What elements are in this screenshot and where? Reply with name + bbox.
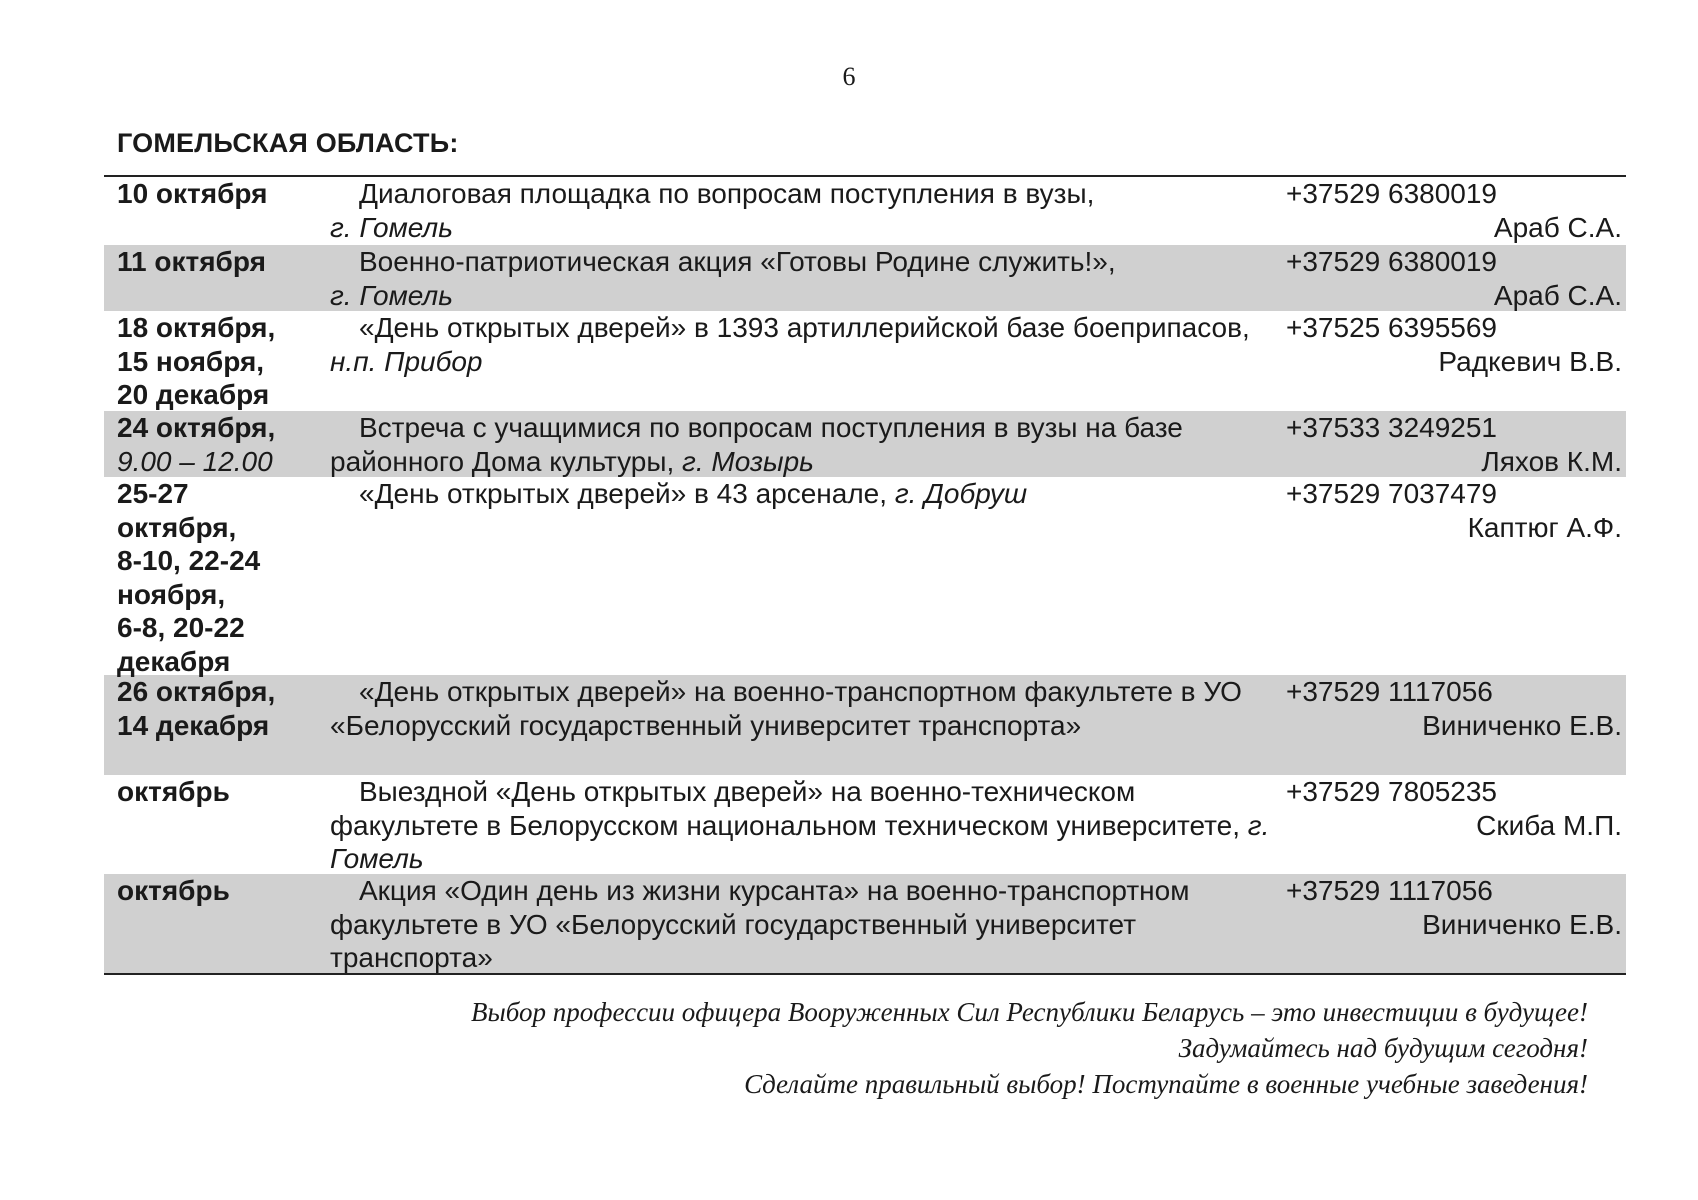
contact-person: Скиба М.П. [1476,809,1622,841]
table-row [104,411,1626,477]
table-row [104,245,1626,311]
date-line: 14 декабря [117,709,270,741]
event-contact [1286,311,1626,411]
contact-phone: +37529 1117056 [1286,875,1493,906]
event-time: 9.00 – 12.00 [117,445,273,477]
event-description [330,775,1286,874]
event-description [330,874,1286,973]
event-description [330,245,1286,311]
event-place: н.п. Прибор [330,345,483,377]
event-description [330,177,1286,245]
event-date [104,775,330,874]
event-date [104,874,330,973]
event-contact [1286,177,1626,245]
date-line: 15 ноября, [117,345,265,377]
closing-slogans [471,994,1588,1102]
event-place: г. Гомель [330,211,453,243]
event-contact [1286,477,1626,675]
event-contact [1286,675,1626,775]
event-date [104,311,330,411]
date-line: 18 октября, [117,312,276,343]
contact-person: Араб С.А. [1493,279,1622,311]
date-line: декабря [117,645,231,677]
table-row [104,311,1626,411]
event-date [104,177,330,245]
event-text: «День открытых дверей» в 1393 артиллерийской базе боеприпасов, [359,312,1250,343]
contact-person: Виниченко Е.В. [1422,908,1622,940]
event-contact [1286,874,1626,973]
contact-person: Араб С.А. [1493,211,1622,243]
event-description [330,675,1286,775]
event-contact [1286,775,1626,874]
event-text: Встреча с учащимися по вопросам поступления в вузы на базе районного Дома культуры, [330,412,1183,477]
event-date [104,477,330,675]
contact-phone: +37529 7037479 [1286,478,1497,509]
date-line: 25-27 [117,478,189,509]
date-line: 20 декабря [117,379,270,410]
event-description [330,477,1286,675]
event-text: «День открытых дверей» на военно-транспортном факультете в УО «Белорусский государственный университет транспорта» [330,676,1242,741]
event-date [104,411,330,477]
date-line: 24 октября, [117,412,276,443]
date-line: 10 октября [117,178,268,209]
contact-person: Каптюг А.Ф. [1467,511,1622,543]
contact-phone: +37533 3249251 [1286,412,1497,443]
slogan-line: Выбор профессии офицера Вооруженных Сил Республики Беларусь – это инвестиции в будущее! [471,997,1588,1027]
contact-phone: +37525 6395569 [1286,312,1497,343]
event-contact [1286,245,1626,311]
date-line: октябрь [117,776,230,807]
event-text: «День открытых дверей» в 43 арсенале, [359,478,888,509]
event-place: г. Гомель [330,279,453,311]
event-contact [1286,411,1626,477]
date-line: 26 октября, [117,676,276,707]
event-place: г. Мозырь [682,445,814,477]
table-row [104,675,1626,775]
event-description [330,311,1286,411]
event-description [330,411,1286,477]
event-text: Выездной «День открытых дверей» на военно-техническом факультете в Белорусском национальном техническом университете, [330,776,1240,841]
event-text: Акция «Один день из жизни курсанта» на военно-транспортном факультете в УО «Белорусский государственный университет транспорта» [330,875,1190,973]
contact-person: Ляхов К.М. [1481,445,1622,477]
page-number: 6 [842,62,856,91]
date-line: октябрь [117,875,230,906]
event-text: Военно-патриотическая акция «Готовы Родине служить!», [359,246,1116,277]
date-line: 6-8, 20-22 [117,612,245,643]
slogan-line: Задумайтесь над будущим сегодня! [1178,1033,1588,1063]
region-title: ГОМЕЛЬСКАЯ ОБЛАСТЬ: [117,128,459,158]
event-date [104,245,330,311]
date-line: ноября, [117,578,226,610]
event-text: Диалоговая площадка по вопросам поступления в вузы, [359,178,1095,209]
contact-person: Радкевич В.В. [1438,345,1622,377]
date-line: октября, [117,511,237,543]
event-place: г. Добруш [894,478,1028,509]
date-line: 11 октября [117,246,266,277]
event-place: г. Гомель [330,809,1270,874]
table-row [104,177,1626,245]
table-row [104,477,1626,675]
slogan-line: Сделайте правильный выбор! Поступайте в военные учебные заведения! [744,1069,1588,1099]
contact-phone: +37529 6380019 [1286,178,1497,209]
table-row [104,775,1626,874]
contact-phone: +37529 7805235 [1286,776,1497,807]
contact-person: Виниченко Е.В. [1422,709,1622,741]
contact-phone: +37529 1117056 [1286,676,1493,707]
date-line: 8-10, 22-24 [117,545,261,576]
contact-phone: +37529 6380019 [1286,246,1497,277]
event-date [104,675,330,775]
table-row [104,874,1626,973]
events-table [104,175,1626,975]
